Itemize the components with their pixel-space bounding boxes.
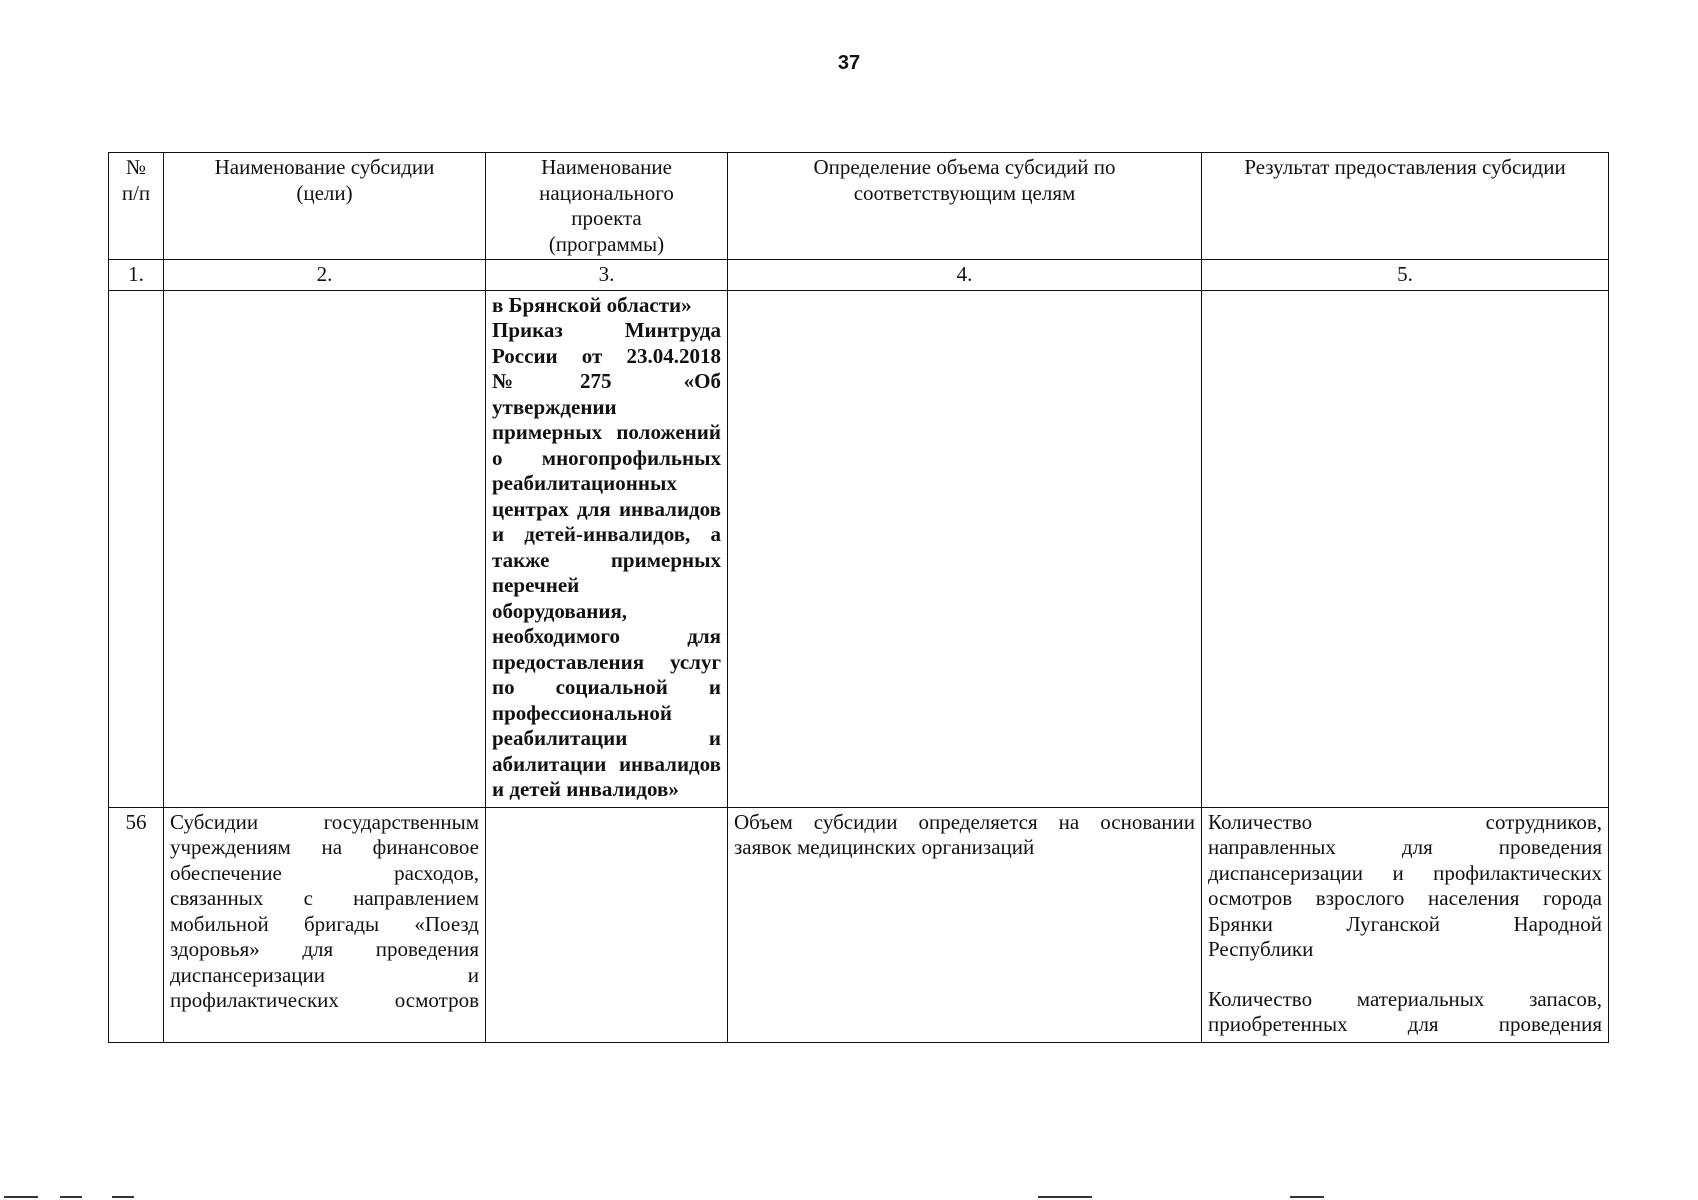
text-line: диспансеризации и профилактических: [1208, 860, 1602, 885]
table-header-row: [109, 153, 1609, 260]
text-line: перечней: [492, 573, 580, 597]
text-line: заявок медицинских организаций: [734, 835, 1035, 859]
text-line: Приказ Минтруда: [492, 318, 721, 342]
text-line: по социальной и: [492, 675, 721, 699]
text-line: направленных для проведения: [1208, 835, 1602, 859]
column-number: 1.: [109, 260, 164, 291]
text-line: утверждении: [492, 394, 617, 419]
text-line: №275 «Об: [492, 369, 721, 393]
footer-dash: [4, 1196, 38, 1198]
text-line: профессиональной: [492, 700, 672, 725]
text-line: абилитации инвалидов: [492, 751, 721, 776]
header-line: Определение объема субсидий по: [813, 155, 1116, 179]
footer-dash: [60, 1196, 82, 1198]
text-line: реабилитационных: [492, 471, 677, 495]
cell-number: [109, 290, 164, 807]
text-line: предоставления услуг: [492, 649, 721, 674]
text-line: связанных с направлением: [170, 886, 479, 910]
header-line: №: [125, 155, 147, 179]
text-line: Количество сотрудников,: [1208, 809, 1602, 834]
cell-subsidy-name: [164, 290, 486, 807]
table-row-continuation: [109, 290, 1609, 807]
header-line: п/п: [121, 180, 151, 205]
column-number: 2.: [164, 260, 486, 291]
text-line: осмотров взрослого населения города: [1208, 886, 1602, 910]
text-line: и детей инвалидов»: [492, 777, 679, 801]
cell-result: [1202, 290, 1609, 807]
footer-dash: [112, 1196, 134, 1198]
header-line: проекта: [571, 206, 642, 230]
text-line: и детей-инвалидов, а: [492, 522, 721, 546]
header-subsidy-name: [164, 153, 486, 260]
text-line: Субсидии государственным: [170, 809, 479, 834]
text-line: центрах для инвалидов: [492, 496, 721, 521]
text-line: приобретенных для проведения: [1208, 1012, 1602, 1036]
text-line: России от 23.04.2018: [492, 343, 721, 368]
header-result: [1202, 153, 1609, 260]
cell-result: [1202, 807, 1609, 1042]
paragraph-gap: [1208, 963, 1602, 987]
header-line: соответствующим целям: [853, 180, 1076, 205]
text-line: обеспечение расходов,: [170, 860, 479, 885]
text-line: также примерных: [492, 547, 721, 572]
header-line: (цели): [296, 180, 353, 205]
text-line: мобильной бригады «Поезд: [170, 911, 479, 936]
cell-volume-definition: [728, 807, 1202, 1042]
header-project-name: [486, 153, 728, 260]
text-line: оборудования,: [492, 598, 628, 623]
column-number: 3.: [486, 260, 728, 291]
header-line: национального: [539, 180, 674, 205]
text-line: Республики: [1208, 937, 1314, 961]
text-line: примерных положений: [492, 420, 721, 444]
text-line: Количество материальных запасов,: [1208, 986, 1602, 1011]
column-number-row: [109, 260, 1609, 291]
cell-project-name: [486, 807, 728, 1042]
text-line: Брянки Луганской Народной: [1208, 911, 1602, 936]
cell-subsidy-name: [164, 807, 486, 1042]
cell-volume-definition: [728, 290, 1202, 807]
footer-dash: [1038, 1196, 1092, 1198]
cell-project-name: [486, 290, 728, 807]
text-line: диспансеризации и: [170, 962, 479, 987]
text-line: здоровья» для проведения: [170, 937, 479, 961]
cell-number: 56: [109, 807, 164, 1042]
header-line: Результат предоставления субсидии: [1244, 155, 1566, 179]
column-number: 4.: [728, 260, 1202, 291]
header-volume-definition: [728, 153, 1202, 260]
header-line: Наименование субсидии: [214, 155, 435, 179]
text-line: о многопрофильных: [492, 445, 721, 470]
footer-dash: [1290, 1196, 1324, 1198]
table-row-56: [109, 807, 1609, 1042]
text-line: профилактических осмотров: [170, 988, 479, 1012]
header-line: Наименование: [541, 155, 672, 179]
text-line: реабилитации и: [492, 726, 721, 750]
page-number: 37: [837, 52, 861, 74]
text-line: в Брянской области»: [492, 292, 692, 317]
header-line: (программы): [548, 231, 665, 256]
text-line: учреждениям на финансовое: [170, 835, 479, 859]
text-line: Объем субсидии определяется на основании: [734, 809, 1195, 834]
text-line: необходимого для: [492, 624, 721, 648]
subsidy-table: [108, 152, 1609, 1043]
column-number: 5.: [1202, 260, 1609, 291]
header-number: [109, 153, 164, 260]
